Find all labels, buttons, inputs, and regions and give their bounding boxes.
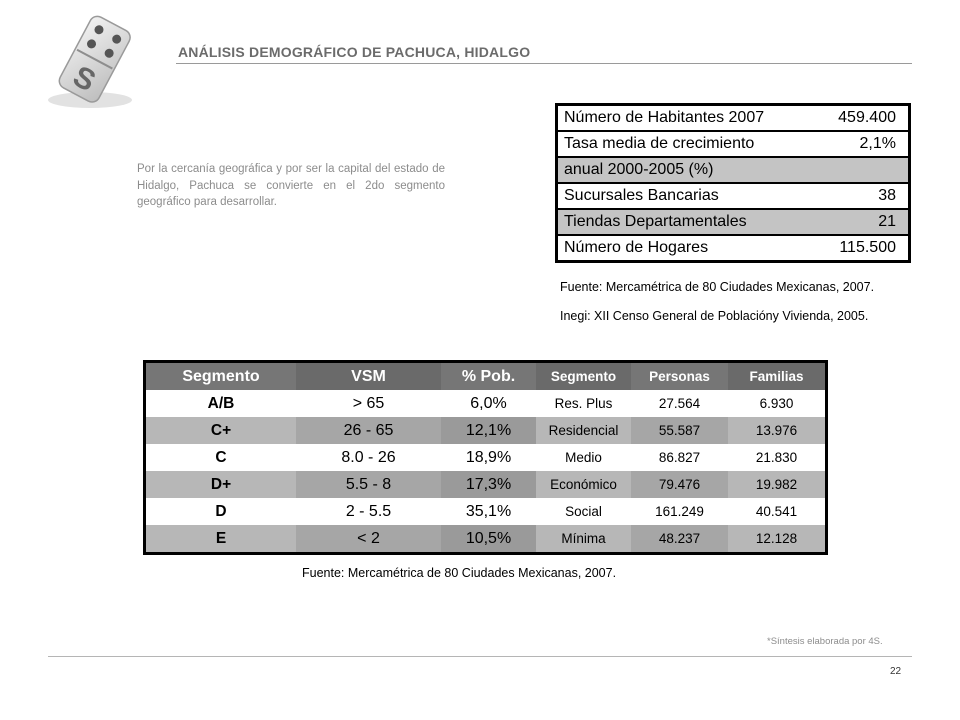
cell-segment-name: Económico bbox=[536, 471, 631, 498]
cell-pob: 17,3% bbox=[441, 471, 536, 498]
cell-segment: C bbox=[145, 444, 297, 471]
header-segmento-name: Segmento bbox=[536, 362, 631, 391]
stats-source-2: Inegi: XII Censo General de Poblacióny Vivienda, 2005. bbox=[560, 309, 869, 323]
stats-row bbox=[557, 183, 910, 209]
stats-row bbox=[557, 105, 910, 132]
cell-vsm: 8.0 - 26 bbox=[296, 444, 441, 471]
cell-personas: 86.827 bbox=[631, 444, 728, 471]
table-row bbox=[145, 471, 827, 498]
stats-value bbox=[810, 157, 910, 183]
stats-row bbox=[557, 131, 910, 157]
stats-value: 459.400 bbox=[810, 105, 910, 132]
segment-source: Fuente: Mercamétrica de 80 Ciudades Mexicanas, 2007. bbox=[302, 566, 617, 580]
cell-segment-name: Social bbox=[536, 498, 631, 525]
cell-segment-name: Medio bbox=[536, 444, 631, 471]
segment-header-row bbox=[145, 362, 827, 391]
header-pob: % Pob. bbox=[441, 362, 536, 391]
cell-familias: 6.930 bbox=[728, 390, 827, 417]
header-personas: Personas bbox=[631, 362, 728, 391]
stats-source-1: Fuente: Mercamétrica de 80 Ciudades Mexicanas, 2007. bbox=[560, 280, 875, 294]
stats-value: 38 bbox=[810, 183, 910, 209]
stats-label: Tasa media de crecimiento bbox=[557, 131, 811, 157]
cell-vsm: 5.5 - 8 bbox=[296, 471, 441, 498]
cell-familias: 21.830 bbox=[728, 444, 827, 471]
table-row bbox=[145, 498, 827, 525]
cell-familias: 19.982 bbox=[728, 471, 827, 498]
cell-familias: 13.976 bbox=[728, 417, 827, 444]
stats-label: Sucursales Bancarias bbox=[557, 183, 811, 209]
header-segmento: Segmento bbox=[145, 362, 297, 391]
cell-familias: 40.541 bbox=[728, 498, 827, 525]
domino-logo-icon bbox=[30, 10, 140, 110]
intro-paragraph: Por la cercanía geográfica y por ser la capital del estado de Hidalgo, Pachuca se convierte en el 2do segmento geográfico para desarrollar. bbox=[137, 163, 445, 208]
cell-vsm: 26 - 65 bbox=[296, 417, 441, 444]
footer-note: *Síntesis elaborada por 4S. bbox=[767, 636, 883, 647]
segment-table bbox=[143, 360, 828, 555]
cell-personas: 55.587 bbox=[631, 417, 728, 444]
page-title: ANÁLISIS DEMOGRÁFICO DE PACHUCA, HIDALGO bbox=[178, 44, 531, 60]
cell-personas: 27.564 bbox=[631, 390, 728, 417]
cell-segment: E bbox=[145, 525, 297, 554]
page-number: 22 bbox=[890, 666, 902, 677]
stats-label: Número de Habitantes 2007 bbox=[557, 105, 811, 132]
cell-segment-name: Residencial bbox=[536, 417, 631, 444]
cell-segment: A/B bbox=[145, 390, 297, 417]
cell-segment: C+ bbox=[145, 417, 297, 444]
stats-label: Número de Hogares bbox=[557, 235, 811, 262]
cell-pob: 18,9% bbox=[441, 444, 536, 471]
cell-vsm: 2 - 5.5 bbox=[296, 498, 441, 525]
header-vsm: VSM bbox=[296, 362, 441, 391]
city-stats-table bbox=[555, 103, 911, 263]
cell-pob: 10,5% bbox=[441, 525, 536, 554]
cell-vsm: < 2 bbox=[296, 525, 441, 554]
title-divider bbox=[176, 63, 912, 64]
cell-pob: 35,1% bbox=[441, 498, 536, 525]
footer-divider bbox=[48, 656, 912, 657]
stats-row bbox=[557, 157, 910, 183]
cell-segment: D+ bbox=[145, 471, 297, 498]
stats-value: 21 bbox=[810, 209, 910, 235]
cell-personas: 48.237 bbox=[631, 525, 728, 554]
cell-familias: 12.128 bbox=[728, 525, 827, 554]
stats-label: Tiendas Departamentales bbox=[557, 209, 811, 235]
table-row bbox=[145, 390, 827, 417]
table-row bbox=[145, 444, 827, 471]
cell-vsm: > 65 bbox=[296, 390, 441, 417]
cell-personas: 79.476 bbox=[631, 471, 728, 498]
cell-pob: 12,1% bbox=[441, 417, 536, 444]
stats-row bbox=[557, 209, 910, 235]
cell-segment-name: Mínima bbox=[536, 525, 631, 554]
table-row bbox=[145, 525, 827, 554]
table-row bbox=[145, 417, 827, 444]
cell-segment-name: Res. Plus bbox=[536, 390, 631, 417]
svg-text:S: S bbox=[67, 59, 101, 99]
stats-row bbox=[557, 235, 910, 262]
stats-value: 2,1% bbox=[810, 131, 910, 157]
cell-segment: D bbox=[145, 498, 297, 525]
header-familias: Familias bbox=[728, 362, 827, 391]
cell-personas: 161.249 bbox=[631, 498, 728, 525]
cell-pob: 6,0% bbox=[441, 390, 536, 417]
stats-value: 115.500 bbox=[810, 235, 910, 262]
stats-label: anual 2000-2005 (%) bbox=[557, 157, 811, 183]
